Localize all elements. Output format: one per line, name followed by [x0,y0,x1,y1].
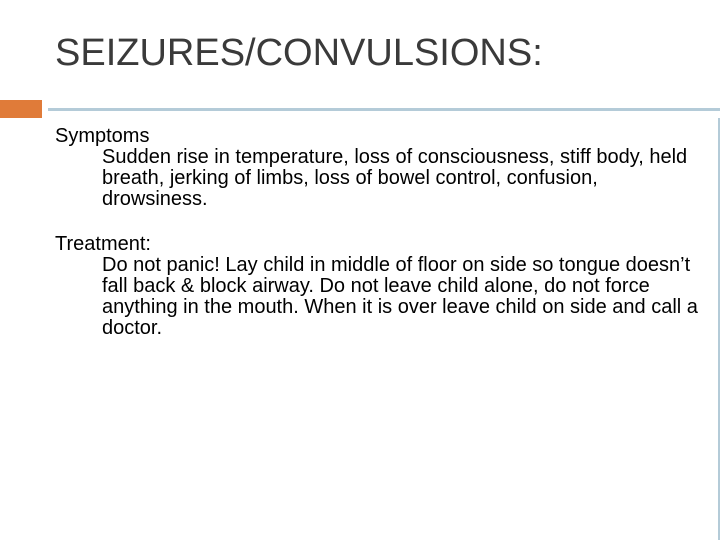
treatment-section [55,234,705,339]
title-accent-bar [0,100,720,118]
accent-blue-line [48,108,720,111]
symptoms-text: Sudden rise in temperature, loss of consciousness, stiff body, held breath, jerking of limbs, loss of bowel control, confusion, drowsiness. [102,146,688,210]
symptoms-section [55,126,705,210]
treatment-heading: Treatment: [55,233,151,255]
slide-content [55,126,705,363]
symptoms-heading: Symptoms [55,125,150,147]
accent-orange-block [0,100,42,118]
treatment-text: Do not panic! Lay child in middle of floor on side so tongue doesn’t fall back & block airway. Do not leave child alone, do not force anything in the mouth. When it is over leave child on side and call a doctor. [102,254,698,339]
slide-title: SEIZURES/CONVULSIONS: [55,32,543,74]
